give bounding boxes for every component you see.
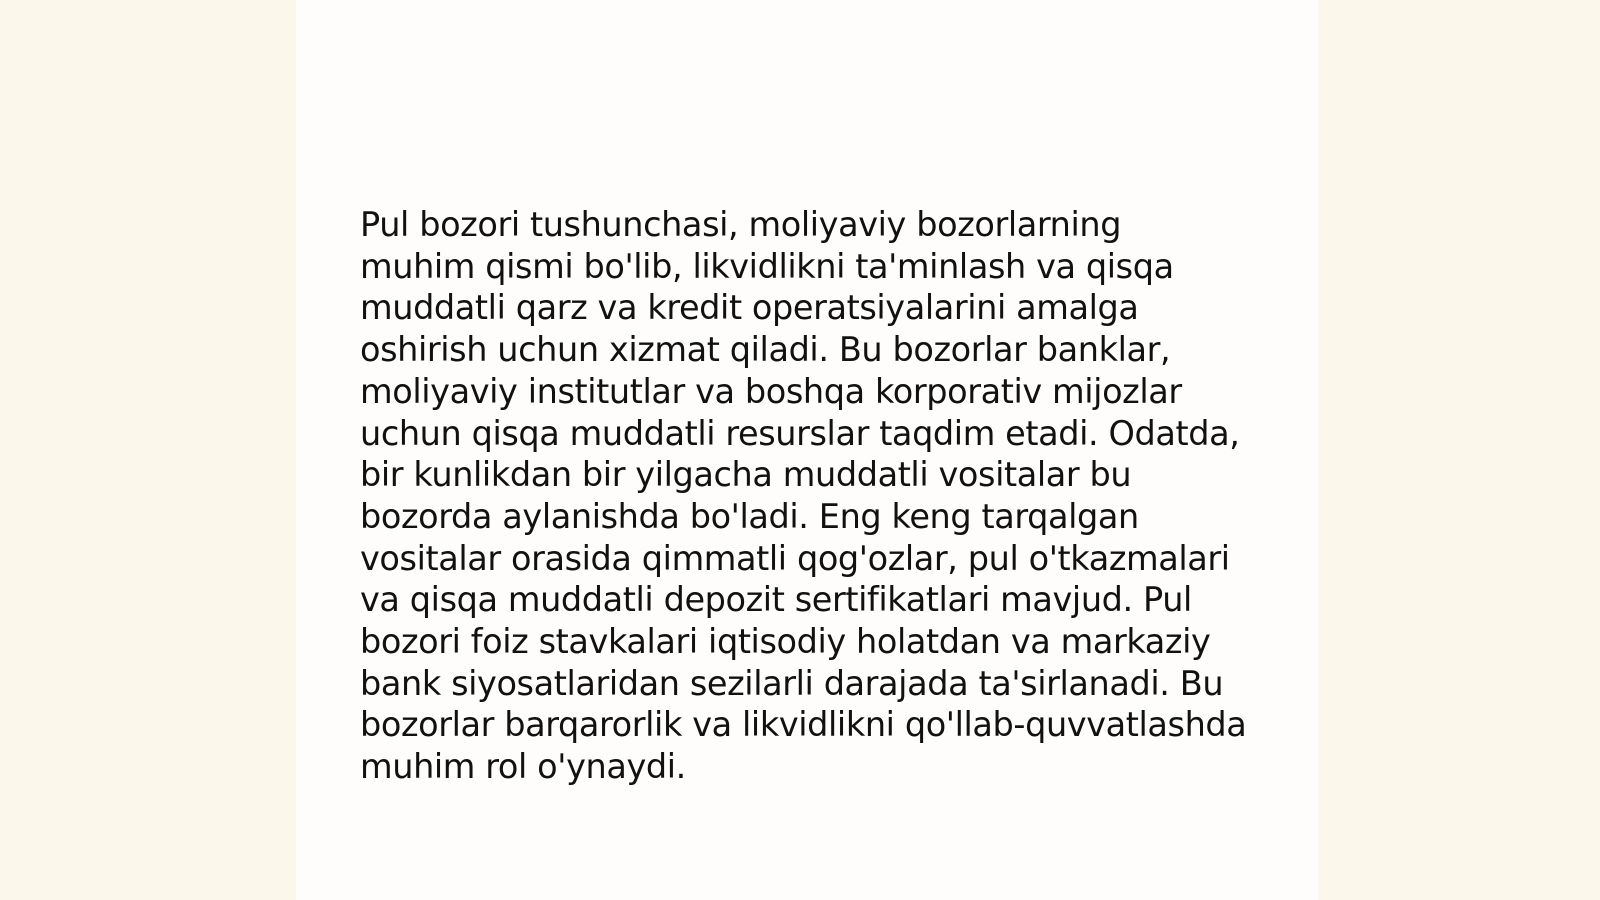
text-line: uchun qisqa muddatli resurslar taqdim etadi. Odatda, xyxy=(360,413,1240,453)
text-line: muddatli qarz va kredit operatsiyalarini amalga xyxy=(360,288,1139,328)
text-line: muhim rol o'ynaydi. xyxy=(360,747,686,787)
text-line: Pul bozori tushunchasi, moliyaviy bozorlarning xyxy=(360,205,1122,244)
text-line: bozori foiz stavkalari iqtisodiy holatdan va markaziy xyxy=(360,622,1211,662)
text-line: va qisqa muddatli depozit sertifikatlari mavjud. Pul xyxy=(360,580,1192,620)
text-line: bozorda aylanishda bo'ladi. Eng keng tarqalgan xyxy=(360,496,1139,536)
text-line: bozorlar barqarorlik va likvidlikni qo'llab-quvvatlashda xyxy=(360,705,1247,745)
text-line: oshirish uchun xizmat qiladi. Bu bozorlar banklar, xyxy=(360,330,1171,370)
document-page xyxy=(296,0,1318,900)
text-line: bir kunlikdan bir yilgacha muddatli vositalar bu xyxy=(360,455,1132,495)
body-paragraph xyxy=(360,204,1260,788)
text-line: bank siyosatlaridan sezilarli darajada ta'sirlanadi. Bu xyxy=(360,663,1224,703)
text-line: moliyaviy institutlar va boshqa korporativ mijozlar xyxy=(360,371,1182,411)
text-line: vositalar orasida qimmatli qog'ozlar, pul o'tkazmalari xyxy=(360,538,1230,578)
text-line: muhim qismi bo'lib, likvidlikni ta'minlash va qisqa xyxy=(360,246,1174,286)
